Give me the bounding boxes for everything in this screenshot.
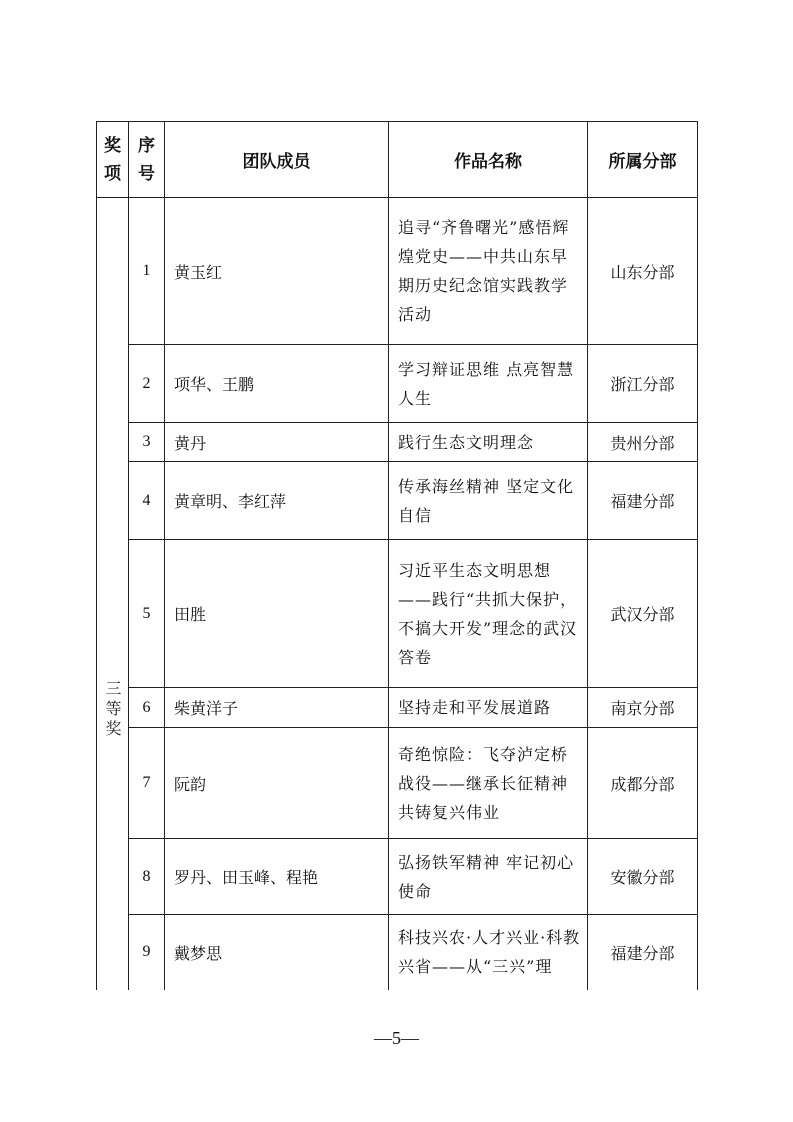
row-work: 追寻“齐鲁曙光”感悟辉煌党史——中共山东早期历史纪念馆实践教学活动 (389, 198, 588, 345)
row-number: 4 (129, 462, 165, 540)
table-header-row (97, 122, 698, 198)
row-number: 3 (129, 423, 165, 462)
row-work: 坚持走和平发展道路 (389, 688, 588, 728)
table-row (97, 423, 698, 462)
header-number: 序 号 (129, 122, 165, 198)
row-number: 8 (129, 839, 165, 915)
row-branch: 成都分部 (588, 728, 698, 839)
header-work: 作品名称 (389, 122, 588, 198)
row-members: 罗丹、田玉峰、程艳 (165, 839, 389, 915)
page-number: —5— (374, 1028, 419, 1048)
row-number: 5 (129, 540, 165, 688)
row-members: 戴梦思 (165, 915, 389, 990)
table-row (97, 688, 698, 728)
header-award: 奖 项 (97, 122, 129, 198)
row-number: 2 (129, 345, 165, 423)
row-members: 黄丹 (165, 423, 389, 462)
row-members: 黄章明、李红萍 (165, 462, 389, 540)
table-row (97, 540, 698, 688)
award-level-cell: 三等奖 (97, 198, 129, 990)
row-branch: 浙江分部 (588, 345, 698, 423)
row-number: 6 (129, 688, 165, 728)
header-members: 团队成员 (165, 122, 389, 198)
row-branch: 贵州分部 (588, 423, 698, 462)
row-branch: 安徽分部 (588, 839, 698, 915)
row-work: 科技兴农·人才兴业·科教兴省——从“三兴”理 (389, 915, 588, 990)
row-members: 项华、王鹏 (165, 345, 389, 423)
table-row (97, 839, 698, 915)
row-branch: 南京分部 (588, 688, 698, 728)
row-members: 黄玉红 (165, 198, 389, 345)
row-branch: 福建分部 (588, 915, 698, 990)
row-branch: 山东分部 (588, 198, 698, 345)
row-work: 奇绝惊险：飞夺泸定桥战役——继承长征精神 共铸复兴伟业 (389, 728, 588, 839)
row-work: 践行生态文明理念 (389, 423, 588, 462)
row-branch: 福建分部 (588, 462, 698, 540)
awards-table (96, 121, 698, 990)
row-branch: 武汉分部 (588, 540, 698, 688)
table-row (97, 198, 698, 345)
row-work: 弘扬铁军精神 牢记初心使命 (389, 839, 588, 915)
row-work: 学习辩证思维 点亮智慧人生 (389, 345, 588, 423)
row-number: 1 (129, 198, 165, 345)
table-row (97, 728, 698, 839)
header-branch: 所属分部 (588, 122, 698, 198)
table-row (97, 915, 698, 990)
row-members: 柴黄洋子 (165, 688, 389, 728)
table-row (97, 345, 698, 423)
row-number: 7 (129, 728, 165, 839)
row-members: 田胜 (165, 540, 389, 688)
row-number: 9 (129, 915, 165, 990)
table-row (97, 462, 698, 540)
row-work: 习近平生态文明思想——践行“共抓大保护，不搞大开发”理念的武汉答卷 (389, 540, 588, 688)
row-work: 传承海丝精神 坚定文化自信 (389, 462, 588, 540)
row-members: 阮韵 (165, 728, 389, 839)
